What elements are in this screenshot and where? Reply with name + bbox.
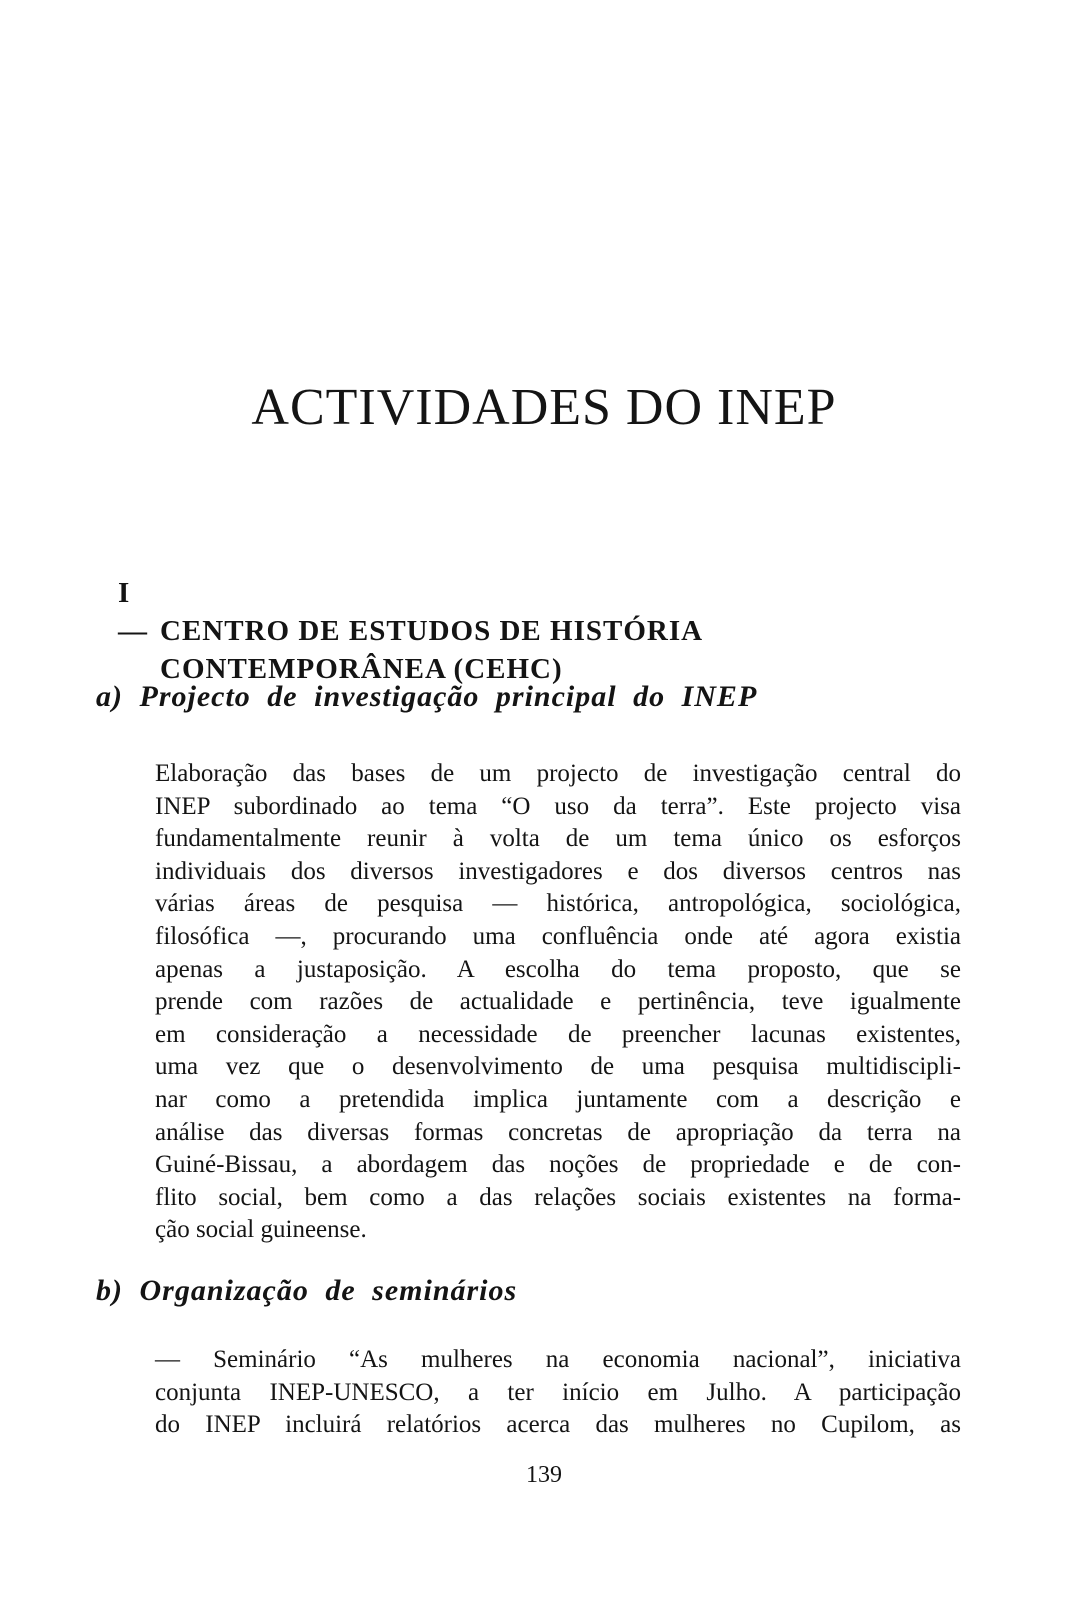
paragraph-line: análise das diversas formas concretas de apropriação da terra na [155,1118,961,1146]
page-number: 139 [526,1462,562,1488]
paragraph-line: flito social, bem como a das relações sociais existentes na forma- [155,1183,961,1211]
paragraph-line: Guiné-Bissau, a abordagem das noções de propriedade e de con- [155,1151,961,1179]
paragraph-line: uma vez que o desenvolvimento de uma pesquisa multidiscipli- [155,1053,961,1081]
section-number: I — [118,577,148,647]
paragraph-line: ção social guineense. [155,1216,367,1244]
paragraph-line: apenas a justaposição. A escolha do tema proposto, que se [155,955,961,983]
subsection-b-heading: b) Organização de seminários [96,1274,518,1307]
paragraph-line: — Seminário “As mulheres na economia nacional”, iniciativa [155,1346,961,1373]
section-heading-line-2: CONTEMPORÂNEA (CEHC) [160,653,563,685]
paragraph-line: várias áreas de pesquisa — histórica, antropológica, sociológica, [155,890,961,918]
subsection-a-paragraph [155,758,961,1247]
subsection-a-heading: a) Projecto de investigação principal do INEP [96,680,758,713]
paragraph-line: Elaboração das bases de um projecto de investigação central do [155,760,961,787]
paragraph-line: conjunta INEP-UNESCO, a ter início em Julho. A participação [155,1378,961,1406]
paragraph-line: INEP subordinado ao tema “O uso da terra”. Este projecto visa [155,792,961,820]
paragraph-line: prende com razões de actualidade e pertinência, teve igualmente [155,988,961,1016]
subsection-b-paragraph [155,1344,961,1442]
paragraph-line: individuais dos diversos investigadores e dos diversos centros nas [155,857,961,885]
section-heading [118,574,918,688]
paragraph-line: nar como a pretendida implica juntamente com a descrição e [155,1085,961,1113]
paragraph-line: do INEP incluirá relatórios acerca das mulheres no Cupilom, as [155,1411,961,1439]
page-title: ACTIVIDADES DO INEP [251,379,837,436]
section-heading-line-1: CENTRO DE ESTUDOS DE HISTÓRIA [160,615,704,647]
paragraph-line: filosófica —, procurando uma confluência onde até agora existia [155,922,961,950]
paragraph-line: em consideração a necessidade de preencher lacunas existentes, [155,1020,961,1048]
paragraph-line: fundamentalmente reunir à volta de um tema único os esforços [155,825,961,853]
